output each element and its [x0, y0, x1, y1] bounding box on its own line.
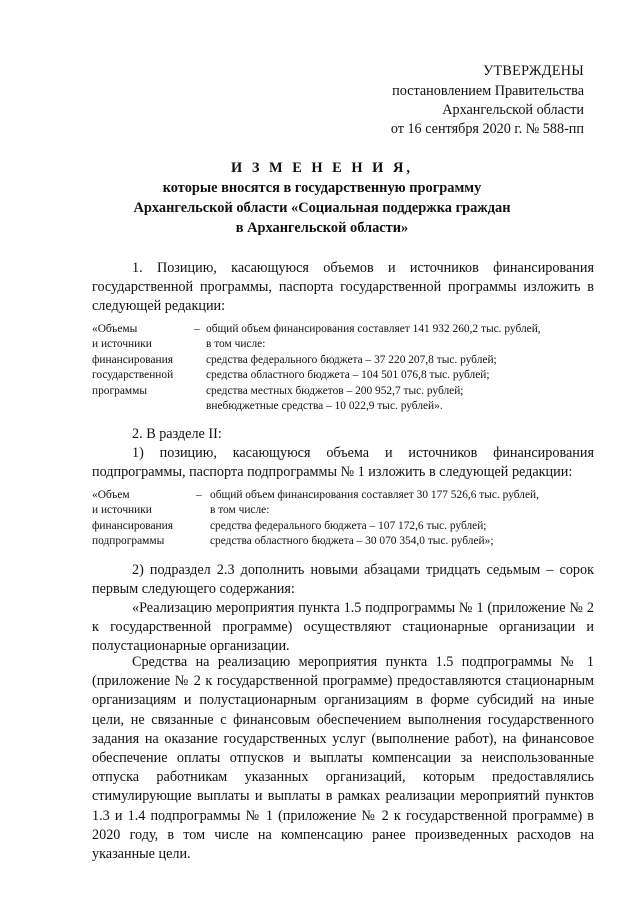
- table-1-value: внебюджетные средства – 10 022,9 тыс. рублей».: [206, 400, 443, 413]
- table-2-value: общий объем финансирования составляет 30 177 526,6 тыс. рублей,: [210, 489, 539, 501]
- item-2-sub-1-paragraph: [92, 444, 594, 482]
- table-2-value: средства федерального бюджета – 107 172,6 тыс. рублей;: [210, 519, 487, 532]
- table-1-value-column: [206, 322, 541, 414]
- title-line-2: которые вносятся в государственную программу: [162, 180, 482, 196]
- table-1-value: средства областного бюджета – 104 501 076,8 тыс. рублей;: [206, 369, 490, 382]
- table-2-dash: –: [196, 489, 202, 501]
- title-line-1: И З М Е Н Е Н И Я,: [231, 160, 413, 176]
- table-2-value-column: [210, 488, 539, 550]
- funding-table-subprogram: [92, 488, 594, 552]
- title-line-4: в Архангельской области»: [235, 220, 409, 236]
- table-2-value: средства областного бюджета – 30 070 354,0 тыс. рублей»;: [210, 535, 494, 548]
- item-2-heading-paragraph: [92, 425, 594, 444]
- table-2-label-column: [92, 488, 202, 550]
- table-1-dash: –: [194, 323, 200, 335]
- approval-stamp: [391, 62, 584, 139]
- item-1-paragraph: [92, 259, 594, 317]
- table-1-label: программы: [92, 384, 147, 397]
- table-1-value: общий объем финансирования составляет 141 932 260,2 тыс. рублей,: [206, 323, 541, 335]
- table-1-value: в том числе:: [206, 338, 266, 351]
- table-1-label: и источники: [92, 338, 152, 351]
- item-2-sub-1-text: 1) позицию, касающуюся объема и источников финансирования подпрограммы, паспорта подпрограммы № 1 изложить в следующей редакции:: [92, 445, 594, 481]
- item-2-sub-2-paragraph: [92, 561, 594, 599]
- table-1-label: финансирования: [92, 353, 173, 366]
- table-2-label: и источники: [92, 504, 152, 517]
- quote-paragraph-1: [92, 599, 594, 657]
- table-1-value: средства федерального бюджета – 37 220 207,8 тыс. рублей;: [206, 353, 497, 366]
- funding-table-program: [92, 322, 594, 417]
- item-2-sub-2-text: 2) подраздел 2.3 дополнить новыми абзацами тридцать седьмым – сорок первым следующего содержания:: [92, 562, 594, 598]
- table-2-label: подпрограммы: [92, 535, 165, 548]
- table-1-label-column: [92, 322, 202, 399]
- table-2-value: в том числе:: [210, 504, 270, 517]
- approval-heading: УТВЕРЖДЕНЫ: [483, 63, 584, 79]
- approval-line-3: от 16 сентября 2020 г. № 588-пп: [390, 121, 584, 137]
- approval-line-2: Архангельской области: [442, 102, 584, 118]
- quote-2-text: Средства на реализацию мероприятия пункта 1.5 подпрограммы № 1 (приложение № 2 к государственной программе) предоставляются стационарным организациям и полустационарным организациям в форме субсидий на иные цели, не связанные с финансовым обеспечением выполнения государственного задания на оказание государственных услуг (выполнение работ), на финансовое обеспечение оплаты отпусков и выплаты компенсации за неиспользованные отпуска работникам указанных организаций, которым предоставлялись стимулирующие выплаты и выплаты в рамках реализации мероприятий пунктов 1.3 и 1.4 подпрограммы № 1 (приложение № 2 к государственной программе) в 2020 году, в том числе на компенсацию ранее произведенных расходов на указанные цели.: [92, 654, 594, 863]
- table-2-label: финансирования: [92, 519, 173, 532]
- table-2-label: «Объем: [92, 489, 130, 501]
- title-line-3: Архангельской области «Социальная поддержка граждан: [133, 200, 511, 216]
- item-2-heading: 2. В разделе II:: [132, 426, 222, 442]
- approval-line-1: постановлением Правительства: [392, 83, 584, 99]
- table-1-label: «Объемы: [92, 323, 138, 335]
- document-title: [60, 158, 584, 238]
- item-1-text: 1. Позицию, касающуюся объемов и источников финансирования государственной программы, паспорта государственной программы изложить в следующей редакции:: [92, 260, 594, 315]
- table-1-label: государственной: [92, 369, 174, 382]
- quote-paragraph-2: [92, 653, 594, 864]
- table-1-value: средства местных бюджетов – 200 952,7 тыс. рублей;: [206, 384, 464, 397]
- quote-1-text: «Реализацию мероприятия пункта 1.5 подпрограммы № 1 (приложение № 2 к государственной программе) осуществляют стационарные организации и полустационарные организации.: [92, 600, 594, 655]
